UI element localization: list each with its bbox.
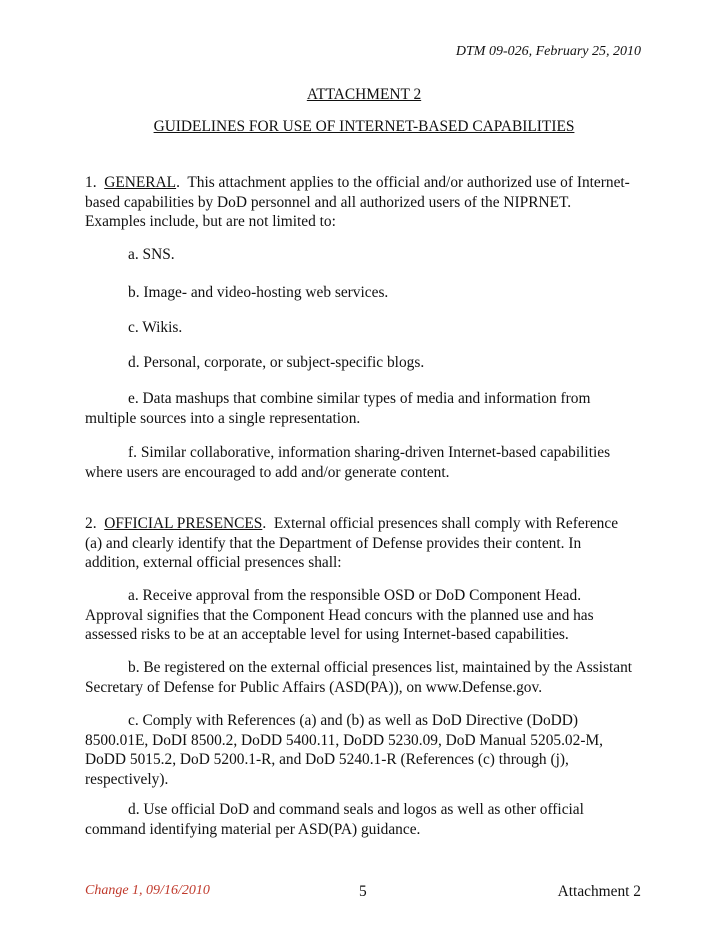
section-1-item-f: f. Similar collaborative, information sharing-driven Internet-based capabilities where users are encouraged to add and/or generate content. — [85, 444, 611, 481]
section-2-item-d: d. Use official DoD and command seals and logos as well as other official command identifying material per ASD(PA) guidance. — [85, 801, 584, 838]
footer-attachment-label: Attachment 2 — [557, 883, 641, 900]
section-1-heading: GENERAL — [104, 174, 177, 191]
section-2-item-c: c. Comply with References (a) and (b) as well as DoD Directive (DoDD) 8500.01E, DoDI 8500.2, DoDD 5400.11, DoDD 5230.09, DoD Manual 5205.02-M, DoDD 5015.2, DoD 5200.1-R, and DoD 5240.1-R (References (c) through (j), respectively). — [85, 712, 603, 788]
section-1-intro: 1. GENERAL. This attachment applies to the official and/or authorized use of Internet- based capabilities by DoD personnel and all authorized users of the NIPRNET. Examples include, but are not limited to: — [85, 174, 630, 230]
section-2-intro: 2. OFFICIAL PRESENCES. External official presences shall comply with Reference (a) and clearly identify that the Department of Defense provides their content. In addition, external official presences shall: — [85, 515, 619, 571]
section-2-heading: OFFICIAL PRESENCES — [104, 515, 263, 532]
section-1-item-e: e. Data mashups that combine similar types of media and information from multiple sources into a single representation. — [85, 390, 591, 427]
footer-change-date: Change 1, 09/16/2010 — [85, 883, 210, 898]
section-2-item-b: b. Be registered on the external official presences list, maintained by the Assistant Secretary of Defense for Public Affairs (ASD(PA)), on www.Defense.gov. — [85, 659, 633, 696]
footer-page-number: 5 — [359, 883, 367, 900]
section-1-item-b: b. Image- and video-hosting web services. — [128, 284, 389, 301]
section-1-item-c: c. Wikis. — [128, 319, 183, 336]
section-1-item-a: a. SNS. — [128, 246, 175, 263]
section-1-item-d: d. Personal, corporate, or subject-specific blogs. — [128, 354, 425, 371]
attachment-subtitle: GUIDELINES FOR USE OF INTERNET-BASED CAPABILITIES — [153, 118, 575, 135]
header-reference: DTM 09-026, February 25, 2010 — [455, 44, 641, 59]
attachment-title: ATTACHMENT 2 — [306, 86, 422, 103]
section-2-item-a: a. Receive approval from the responsible OSD or DoD Component Head. Approval signifies that the Component Head concurs with the planned use and has assessed risks to be at an acceptable level for using Internet-based capabilities. — [85, 587, 594, 643]
